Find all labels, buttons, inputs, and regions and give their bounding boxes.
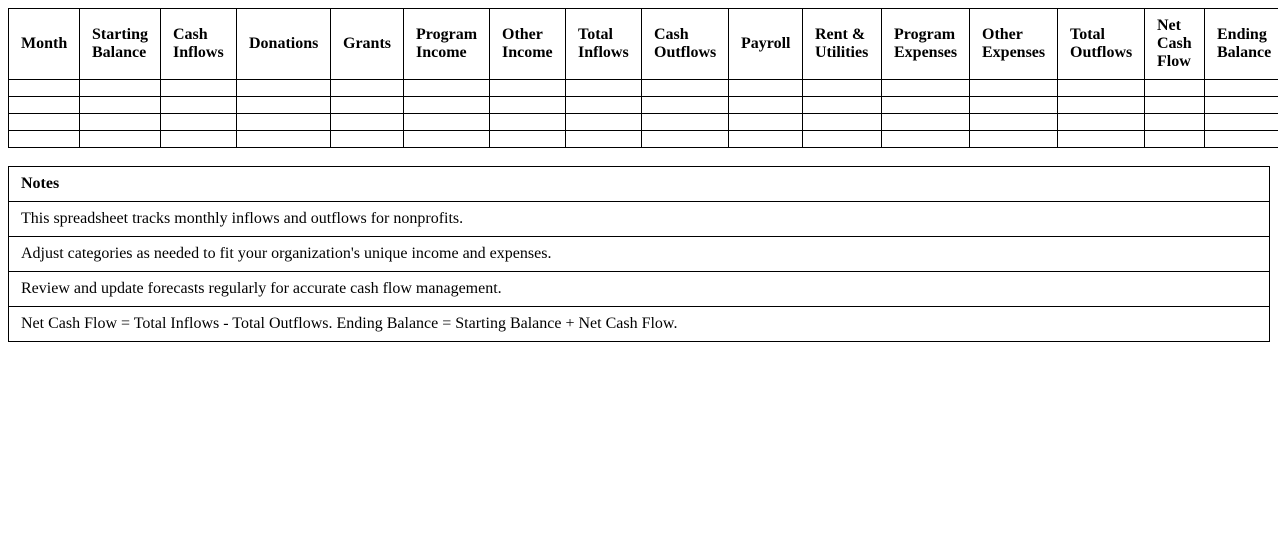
table-cell[interactable] (642, 97, 729, 114)
column-header-payroll: Payroll (729, 9, 803, 80)
table-cell[interactable] (490, 97, 566, 114)
table-cell[interactable] (404, 97, 490, 114)
column-header-grants: Grants (331, 9, 404, 80)
column-header-other-expenses: Other Expenses (970, 9, 1058, 80)
table-row (9, 97, 1278, 114)
table-cell[interactable] (331, 80, 404, 97)
table-cell[interactable] (1145, 131, 1205, 148)
column-header-month: Month (9, 9, 80, 80)
table-cell[interactable] (1145, 80, 1205, 97)
table-cell[interactable] (161, 97, 237, 114)
table-cell[interactable] (404, 80, 490, 97)
table-cell[interactable] (566, 97, 642, 114)
table-cell[interactable] (1145, 114, 1205, 131)
table-cell[interactable] (9, 97, 80, 114)
table-cell[interactable] (237, 97, 331, 114)
table-cell[interactable] (1058, 131, 1145, 148)
table-cell[interactable] (882, 131, 970, 148)
table-cell[interactable] (80, 114, 161, 131)
table-cell[interactable] (1205, 114, 1278, 131)
column-header-program-expenses: Program Expenses (882, 9, 970, 80)
table-row (9, 131, 1278, 148)
table-cell[interactable] (80, 80, 161, 97)
table-cell[interactable] (970, 97, 1058, 114)
notes-heading: Notes (9, 167, 1270, 202)
notes-row (9, 237, 1270, 272)
column-header-cash-inflows: Cash Inflows (161, 9, 237, 80)
table-cell[interactable] (490, 131, 566, 148)
table-cell[interactable] (331, 97, 404, 114)
table-cell[interactable] (566, 131, 642, 148)
table-cell[interactable] (161, 80, 237, 97)
table-cell[interactable] (729, 114, 803, 131)
table-cell[interactable] (803, 97, 882, 114)
note-item: This spreadsheet tracks monthly inflows and outflows for nonprofits. (9, 202, 1270, 237)
table-cell[interactable] (80, 131, 161, 148)
table-cell[interactable] (237, 80, 331, 97)
table-cell[interactable] (237, 114, 331, 131)
table-cell[interactable] (1058, 97, 1145, 114)
table-cell[interactable] (1205, 131, 1278, 148)
table-cell[interactable] (882, 80, 970, 97)
column-header-rent-utilities: Rent & Utilities (803, 9, 882, 80)
column-header-cash-outflows: Cash Outflows (642, 9, 729, 80)
column-header-program-income: Program Income (404, 9, 490, 80)
table-cell[interactable] (404, 114, 490, 131)
header-row (9, 9, 1278, 80)
table-cell[interactable] (642, 131, 729, 148)
table-cell[interactable] (970, 114, 1058, 131)
table-cell[interactable] (161, 131, 237, 148)
table-cell[interactable] (970, 131, 1058, 148)
table-cell[interactable] (803, 131, 882, 148)
table-cell[interactable] (642, 80, 729, 97)
table-cell[interactable] (9, 131, 80, 148)
column-header-net-cash-flow: Net Cash Flow (1145, 9, 1205, 80)
table-cell[interactable] (331, 114, 404, 131)
column-header-starting-balance: Starting Balance (80, 9, 161, 80)
table-cell[interactable] (404, 131, 490, 148)
table-cell[interactable] (9, 114, 80, 131)
table-row (9, 80, 1278, 97)
note-item: Review and update forecasts regularly for accurate cash flow management. (9, 272, 1270, 307)
cashflow-table (8, 8, 1278, 148)
notes-heading-row (9, 167, 1270, 202)
cashflow-table-container (8, 8, 1278, 148)
table-cell[interactable] (1145, 97, 1205, 114)
table-row (9, 114, 1278, 131)
table-cell[interactable] (1058, 114, 1145, 131)
table-cell[interactable] (331, 131, 404, 148)
column-header-total-inflows: Total Inflows (566, 9, 642, 80)
table-cell[interactable] (882, 97, 970, 114)
column-header-ending-balance: Ending Balance (1205, 9, 1278, 80)
column-header-total-outflows: Total Outflows (1058, 9, 1145, 80)
table-cell[interactable] (80, 97, 161, 114)
table-cell[interactable] (642, 114, 729, 131)
column-header-other-income: Other Income (490, 9, 566, 80)
table-cell[interactable] (237, 131, 331, 148)
table-cell[interactable] (803, 114, 882, 131)
table-cell[interactable] (729, 97, 803, 114)
notes-row (9, 307, 1270, 342)
column-header-donations: Donations (237, 9, 331, 80)
notes-table (8, 166, 1270, 342)
table-cell[interactable] (1058, 80, 1145, 97)
table-cell[interactable] (729, 131, 803, 148)
table-cell[interactable] (161, 114, 237, 131)
table-cell[interactable] (729, 80, 803, 97)
table-cell[interactable] (490, 114, 566, 131)
table-cell[interactable] (803, 80, 882, 97)
table-cell[interactable] (9, 80, 80, 97)
notes-row (9, 202, 1270, 237)
notes-row (9, 272, 1270, 307)
table-cell[interactable] (566, 80, 642, 97)
table-cell[interactable] (1205, 80, 1278, 97)
note-item: Adjust categories as needed to fit your organization's unique income and expenses. (9, 237, 1270, 272)
table-cell[interactable] (566, 114, 642, 131)
table-cell[interactable] (1205, 97, 1278, 114)
note-item: Net Cash Flow = Total Inflows - Total Outflows. Ending Balance = Starting Balance + Net Cash Flow. (9, 307, 1270, 342)
table-cell[interactable] (490, 80, 566, 97)
table-cell[interactable] (882, 114, 970, 131)
table-cell[interactable] (970, 80, 1058, 97)
